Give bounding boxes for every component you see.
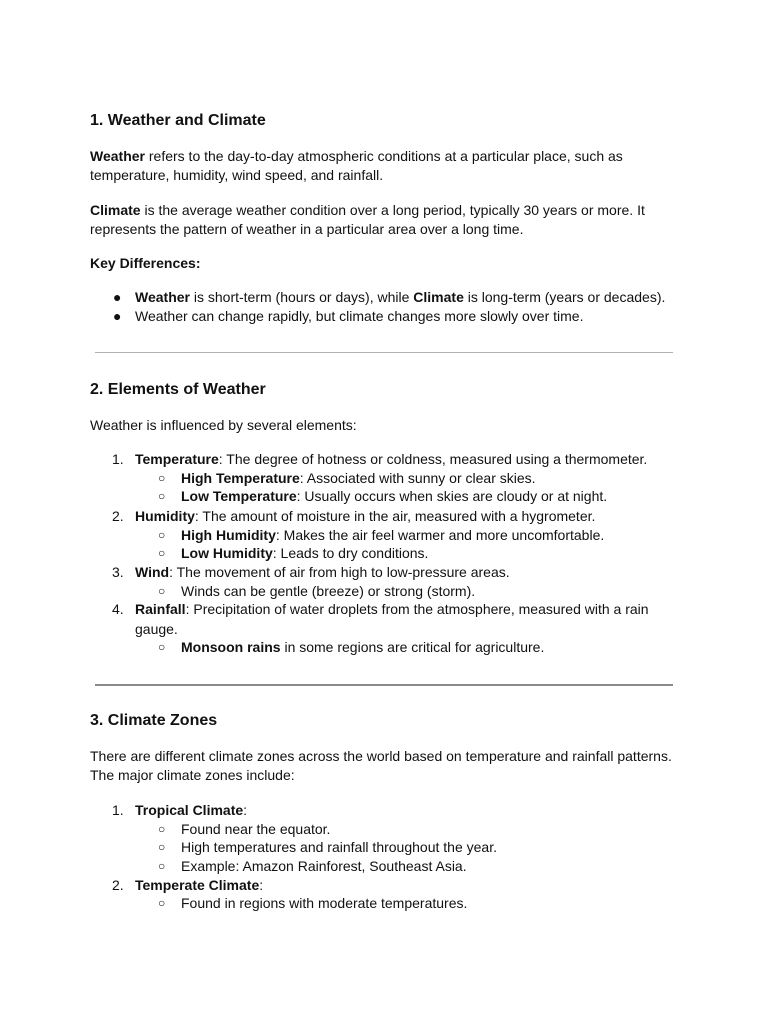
section-3-heading: 3. Climate Zones [90,712,218,729]
climate-term: Climate [90,202,141,218]
circle-bullet-icon: ○ [158,546,166,560]
weather-term: Weather [90,148,145,164]
circle-bullet-icon: ○ [158,584,166,598]
circle-bullet-icon: ○ [158,528,166,542]
section-divider [95,684,673,686]
key-differences-heading: Key Differences: [90,255,201,271]
circle-bullet-icon: ○ [158,640,166,654]
bullet-icon: ● [113,289,122,305]
circle-bullet-icon: ○ [158,822,166,836]
climate-definition: Climate is the average weather condition over a long period, typically 30 years or more. It represents the pattern of weather in a particular area over a long time. [90,202,645,237]
section-1-heading: 1. Weather and Climate [90,112,266,129]
circle-bullet-icon: ○ [158,471,166,485]
circle-bullet-icon: ○ [158,489,166,503]
section-divider [95,352,673,353]
weather-definition: Weather refers to the day-to-day atmospheric conditions at a particular place, such as temperature, humidity, wind speed, and rainfall. [90,148,623,183]
circle-bullet-icon: ○ [158,859,166,873]
climate-zones-intro: There are different climate zones across the world based on temperature and rainfall patterns. The major climate zones include: [90,748,672,783]
elements-intro: Weather is influenced by several elements: [90,417,357,433]
circle-bullet-icon: ○ [158,896,166,910]
section-2-heading: 2. Elements of Weather [90,381,266,398]
bullet-icon: ● [113,308,122,324]
circle-bullet-icon: ○ [158,840,166,854]
